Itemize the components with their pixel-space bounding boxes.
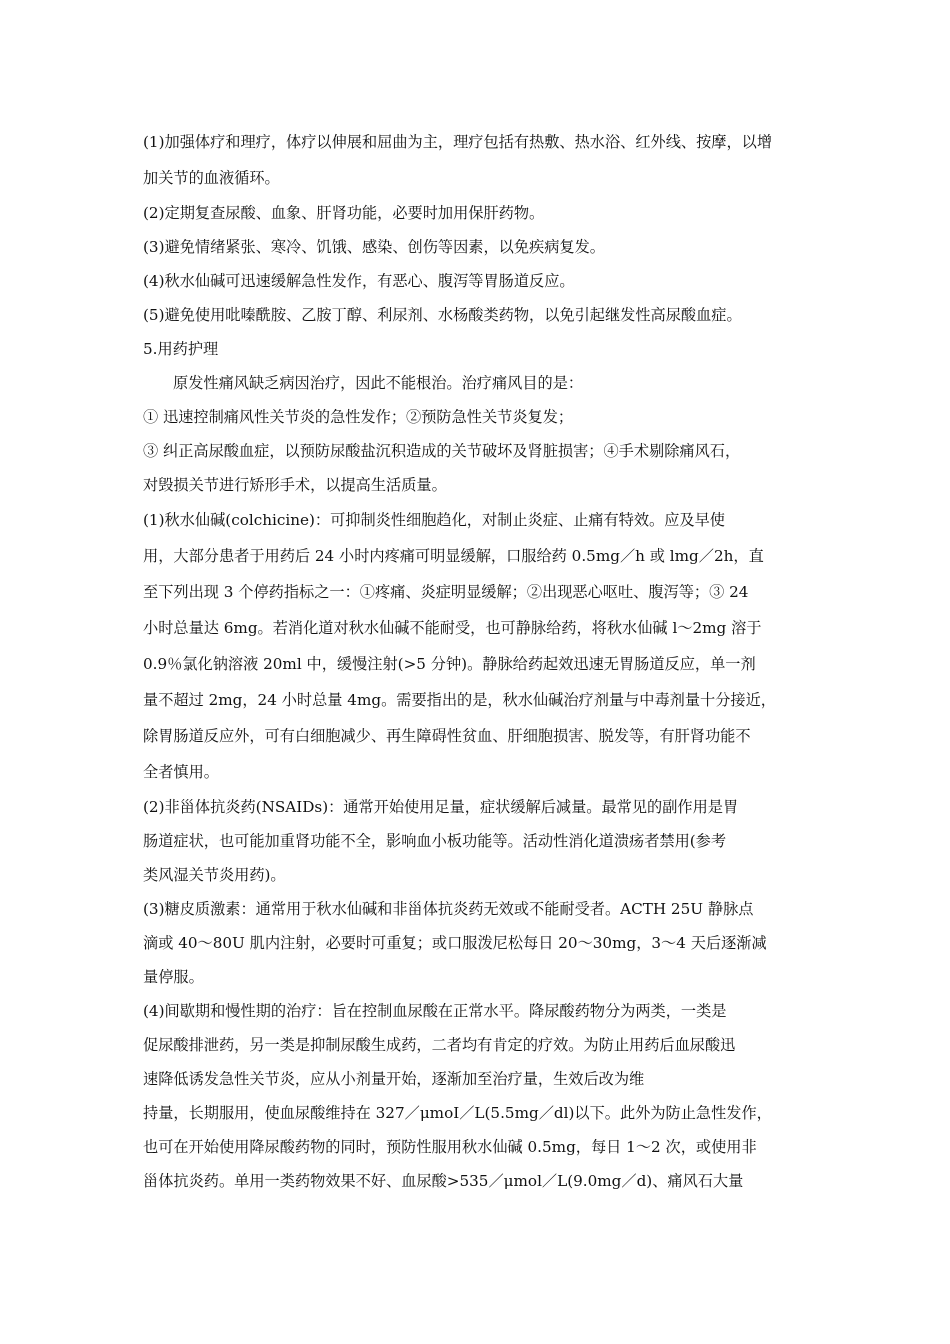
text-line: 除胃肠道反应外，可有白细胞减少、再生障碍性贫血、肝细胞损害、脱发等，有肝肾功能不: [143, 727, 751, 745]
text-line: 对毁损关节进行矫形手术，以提高生活质量。: [143, 476, 447, 494]
text-line: 滴或 40～80U 肌内注射，必要时可重复；或口服泼尼松每日 20～30mg，3～4 天后逐渐减: [143, 934, 767, 952]
text-line: ③ 纠正高尿酸血症，以预防尿酸盐沉积造成的关节破坏及肾脏损害；④手术剔除痛风石，: [143, 442, 741, 460]
text-line: (1)加强体疗和理疗，体疗以伸展和屈曲为主，理疗包括有热敷、热水浴、红外线、按摩，以增: [143, 133, 773, 151]
text-line: (2)定期复查尿酸、血象、肝肾功能，必要时加用保肝药物。: [143, 204, 545, 222]
text-line: (4)秋水仙碱可迅速缓解急性发作，有恶心、腹泻等胃肠道反应。: [143, 272, 575, 290]
text-line: 用，大部分患者于用药后 24 小时内疼痛可明显缓解，口服给药 0.5mg／h 或 lmg／2h，直: [143, 547, 764, 565]
text-line: (2)非甾体抗炎药(NSAIDs)：通常开始使用足量，症状缓解后减量。最常见的副作用是胃: [143, 798, 739, 816]
text-line: 速降低诱发急性关节炎，应从小剂量开始，逐渐加至治疗量，生效后改为维: [143, 1070, 645, 1088]
text-line: 量停服。: [143, 968, 204, 986]
text-line: ① 迅速控制痛风性关节炎的急性发作；②预防急性关节炎复发；: [143, 408, 574, 426]
text-line: 加关节的血液循环。: [143, 169, 280, 187]
text-line: 类风湿关节炎用药)。: [143, 866, 286, 884]
text-line: 小时总量达 6mg。若消化道对秋水仙碱不能耐受，也可静脉给药，将秋水仙碱 l～2mg 溶于: [143, 619, 762, 637]
text-line: 肠道症状，也可能加重肾功能不全，影响血小板功能等。活动性消化道溃疡者禁用(参考: [143, 832, 727, 850]
text-line: 至下列出现 3 个停药指标之一：①疼痛、炎症明显缓解；②出现恶心呕吐、腹泻等；③ 24: [143, 583, 749, 601]
text-line: 也可在开始使用降尿酸药物的同时，预防性服用秋水仙碱 0.5mg，每日 1～2 次，或使用非: [143, 1138, 757, 1156]
document-body: [143, 124, 810, 1198]
text-line: 原发性痛风缺乏病因治疗，因此不能根治。治疗痛风目的是：: [173, 374, 584, 392]
text-line: (3)糖皮质激素：通常用于秋水仙碱和非甾体抗炎药无效或不能耐受者。ACTH 25U 静脉点: [143, 900, 754, 918]
text-line: 量不超过 2mg，24 小时总量 4mg。需要指出的是，秋水仙碱治疗剂量与中毒剂量十分接近，: [143, 691, 776, 709]
text-line: 促尿酸排泄药，另一类是抑制尿酸生成药，二者均有肯定的疗效。为防止用药后血尿酸迅: [143, 1036, 736, 1054]
text-line: 甾体抗炎药。单用一类药物效果不好、血尿酸>535／μmol／L(9.0mg／d)、痛风石大量: [143, 1172, 744, 1190]
section-heading: 5.用药护理: [143, 340, 219, 358]
text-line: (4)间歇期和慢性期的治疗：旨在控制血尿酸在正常水平。降尿酸药物分为两类，一类是: [143, 1002, 727, 1020]
text-line: 0.9％氯化钠溶液 20ml 中，缓慢注射(>5 分钟)。静脉给药起效迅速无胃肠道反应，单一剂: [143, 655, 756, 673]
text-line: 全者慎用。: [143, 763, 219, 781]
text-line: (5)避免使用吡嗪酰胺、乙胺丁醇、利尿剂、水杨酸类药物，以免引起继发性高尿酸血症。: [143, 306, 742, 324]
text-line: 持量，长期服用，使血尿酸维持在 327／μmoI／L(5.5mg／dl)以下。此外为防止急性发作，: [143, 1104, 772, 1122]
text-line: (3)避免情绪紧张、寒冷、饥饿、感染、创伤等因素，以免疾病复发。: [143, 238, 605, 256]
text-line: (1)秋水仙碱(colchicine)：可抑制炎性细胞趋化，对制止炎症、止痛有特效。应及早使: [143, 511, 725, 529]
